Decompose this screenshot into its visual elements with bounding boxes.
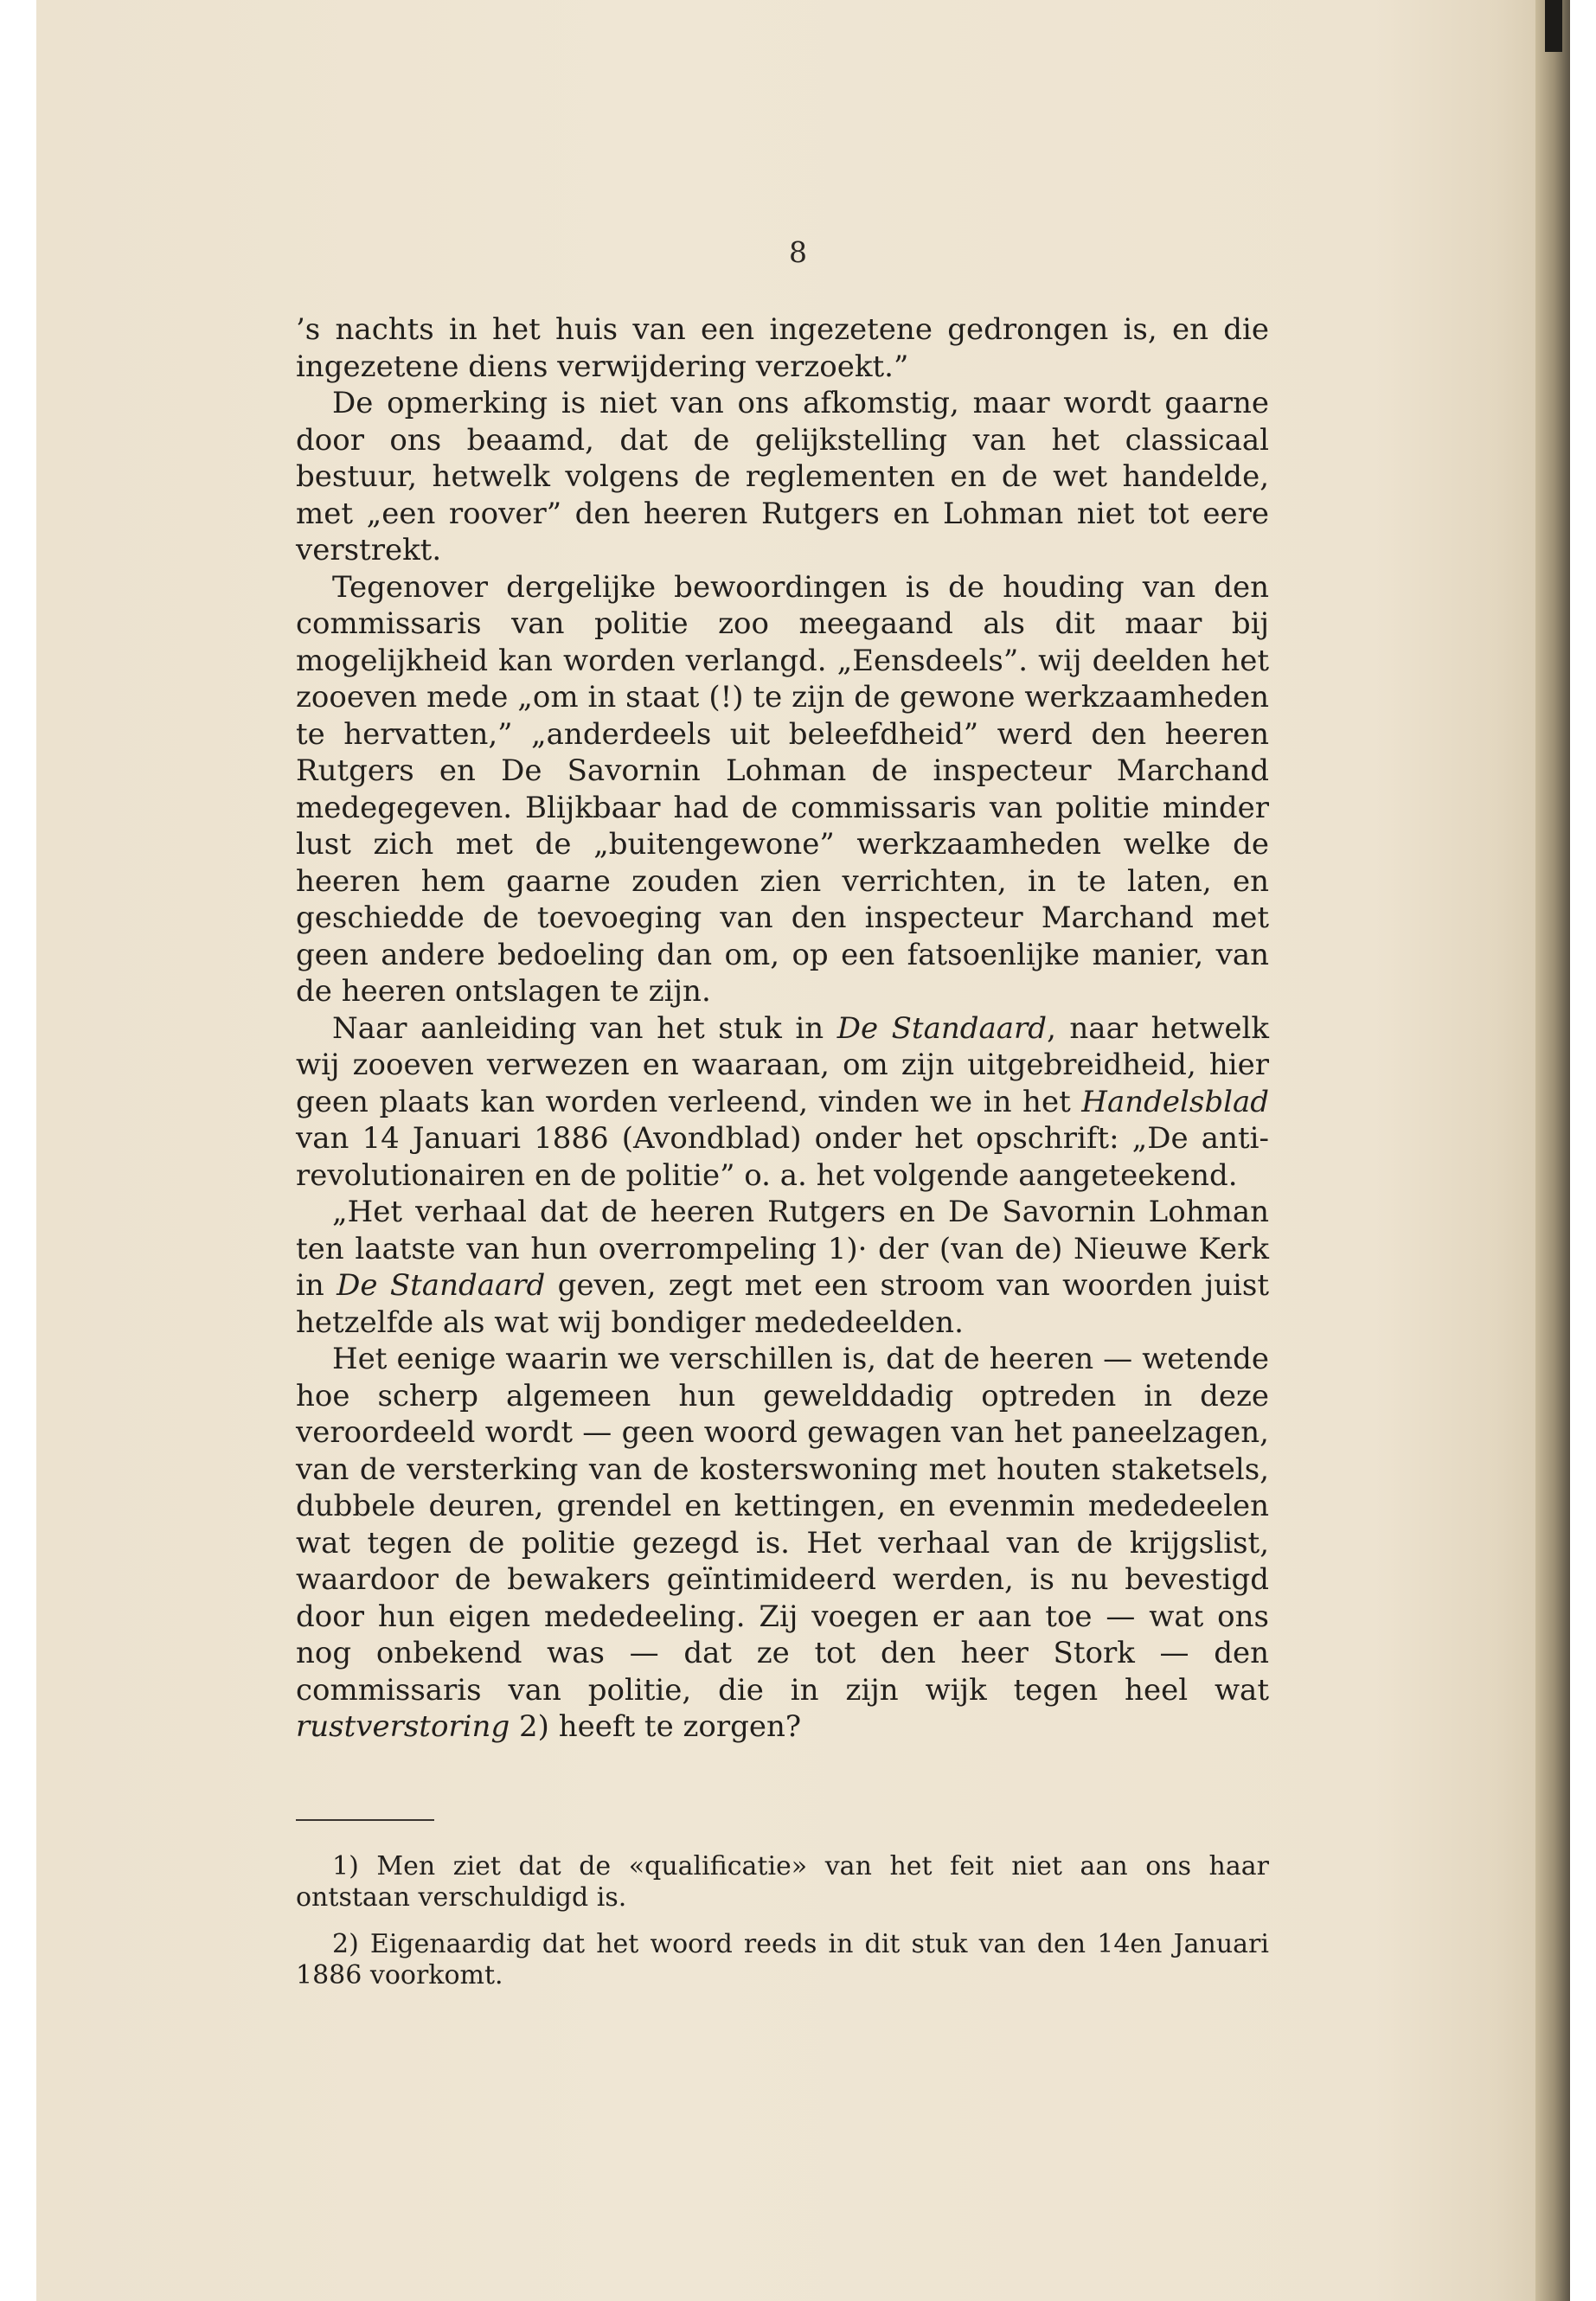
newspaper-title: De Standaard	[337, 1268, 546, 1303]
paragraph-run: , naar hetwelk wij zooeven verwezen en waaraan, om zijn uitgebreidheid, hier geen plaats kan worden verleend, vinden we in het	[296, 1010, 1269, 1119]
body-text	[296, 311, 1269, 1746]
paragraph-run: Het eenige waarin we verschillen is, dat de heeren — wetende hoe scherp algemeen hun gewelddadig optreden in deze veroordeeld wordt — geen woord gewagen van het paneelzagen, van de versterking van de kosterswoning met houten staketsels, dubbele deuren, grendel en kettingen, en evenmin mededeelen wat tegen de politie gezegd is. Het verhaal van de krijgslist, waardoor de bewakers geïntimideerd werden, is nu bevestigd door hun eigen mededeeling. Zij voegen er aan toe — wat ons nog onbekend was — dat ze tot den heer Stork — den commissaris van politie, die in zijn wijk tegen heel wat	[296, 1342, 1269, 1708]
paragraph-run: van 14 Januari 1886 (Avondblad) onder het opschrift: „De anti-revolutionairen en de politie” o. a. het volgende aangeteekend.	[296, 1121, 1269, 1193]
paragraph-run: geven, zegt met een stroom van woorden juist hetzelfde als wat wij bondiger mededeelden.	[296, 1268, 1269, 1340]
footnote-2: 2) Eigenaardig dat het woord reeds in dit stuk van den 14en Januari 1886 voorkomt.	[296, 1929, 1269, 1990]
paragraph-6	[296, 1341, 1269, 1746]
paragraph-1	[296, 311, 1269, 385]
paragraph-run: Naar aanleiding van het stuk in	[332, 1010, 837, 1046]
footnote-divider	[296, 1819, 434, 1821]
paragraph-run: Tegenover dergelijke bewoordingen is de houding van den commissaris van politie zoo meegaand als dit maar bij mogelijkheid kan worden verlangd. „Eensdeels”. wij deelden het zooeven mede „om in staat (!) te zijn de gewone werkzaamheden te hervatten,” „anderdeels uit beleefdheid” werd den heeren Rutgers en De Savornin Lohman de inspecteur Marchand medegegeven. Blijkbaar had de commissaris van politie minder lust zich met de „buitengewone” werkzaamheden welke de heeren hem gaarne zouden zien verrichten, in te laten, en geschiedde de toevoeging van den inspecteur Marchand met geen andere bedoeling dan om, op een fatsoenlijke manier, van de heeren ontslagen te zijn.	[296, 569, 1269, 1009]
spine-shadow	[1545, 0, 1562, 52]
page-spine-edge	[1535, 0, 1570, 2301]
newspaper-title: Handelsblad	[1081, 1084, 1269, 1119]
page-number: 8	[789, 235, 807, 269]
paragraph-run: 2) heeft te zorgen?	[510, 1709, 802, 1744]
newspaper-title: De Standaard	[836, 1010, 1048, 1046]
footnote-1: 1) Men ziet dat de «qualificatie» van het feit niet aan ons haar ontstaan verschuldigd is.	[296, 1851, 1269, 1913]
footnotes	[296, 1851, 1269, 2007]
paragraph-run: „Het verhaal dat de heeren Rutgers en De Savornin Lohman ten laatste van hun overrompeling 1)· der (van de) Nieuwe Kerk in	[296, 1195, 1269, 1303]
emphasized-word: rustverstoring	[296, 1709, 510, 1744]
paragraph-3	[296, 569, 1269, 1010]
paragraph-run: ’s nachts in het huis van een ingezetene gedrongen is, en die ingezetene diens verwijdering verzoekt.”	[296, 312, 1269, 384]
paragraph-run: De opmerking is niet van ons afkomstig, maar wordt gaarne door ons beaamd, dat de gelijkstelling van het classicaal bestuur, hetwelk volgens de reglementen en de wet handelde, met „een roover” den heeren Rutgers en Lohman niet tot eere verstrekt.	[296, 386, 1269, 567]
paragraph-2	[296, 385, 1269, 569]
paragraph-5	[296, 1194, 1269, 1341]
scan-margin-right	[1570, 0, 1596, 2301]
paragraph-4	[296, 1010, 1269, 1195]
scan-margin-left	[0, 0, 36, 2301]
